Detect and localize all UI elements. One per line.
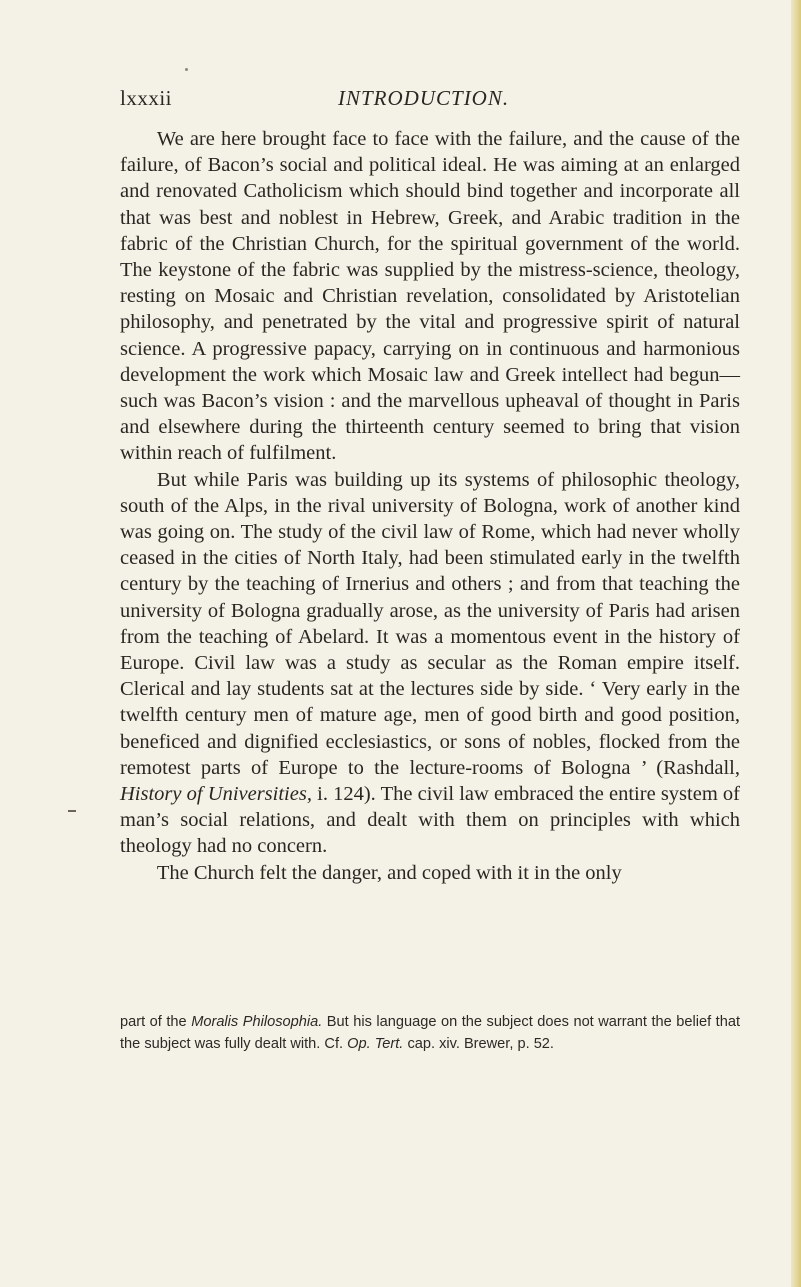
footnote <box>120 1012 740 1055</box>
citation-title: History of Universities, <box>120 783 312 806</box>
margin-mark <box>68 810 76 812</box>
running-head <box>120 86 740 116</box>
paragraph-2 <box>120 467 740 860</box>
paragraph-1: We are here brought face to face with the failure, and the cause of the failure, of Bacon’s social and political ideal. He was aiming at an enlarged and renovated Catholicism which should bind together and incorporate all that was best and noblest in Hebrew, Greek, and Arabic tradition in the fabric of the Christian Church, for the spiritual government of the world. The keystone of the fabric was supplied by the mistress-science, theology, resting on Mosaic and Christian revelation, consolidated by Aristotelian philosophy, and penetrated by the vital and progressive spirit of natural science. A progressive papacy, carrying on in continuous and harmonious development the work which Mosaic law and Greek intellect had begun—such was Bacon’s vision : and the marvellous upheaval of thought in Paris and elsewhere during the thirteenth century seemed to bring that vision within reach of fulfilment. <box>120 128 740 465</box>
paper-speck <box>185 68 188 71</box>
page-edge <box>791 0 801 1287</box>
page-number: lxxxii <box>120 86 173 110</box>
paragraph-2-text-end: i. 124). The civil law embraced the entire system of man’s social relations, and dealt with them on principles with which theology had no concern. <box>120 783 741 858</box>
footnote-op-reference: Op. Tert. <box>347 1035 404 1052</box>
footnote-start: part of the <box>120 1014 187 1030</box>
footnote-work-title: Moralis Philosophia. <box>191 1014 323 1030</box>
chapter-title: INTRODUCTION. <box>338 86 510 110</box>
footnote-text <box>120 1012 740 1055</box>
footnote-middle: But his language on the subject does not warrant the belief that the subject was fully dealt with. Cf. <box>120 1014 740 1052</box>
main-text <box>120 126 740 886</box>
paragraph-2-text: But while Paris was building up its systems of philosophic theology, south of the Alps, in the rival university of Bologna, work of another kind was going on. The study of the civil law of Rome, which had never wholly ceased in the cities of North Italy, had been stimulated early in the twelfth century by the teaching of Irnerius and others ; and from that teaching the university of Bologna gradually arose, as the university of Paris had arisen from the teaching of Abelard. It was a momentous event in the history of Europe. Civil law was a study as secular as the Roman empire itself. Clerical and lay students sat at the lectures side by side. ‘ Very early in the twelfth century men of mature age, men of good birth and good position, beneficed and dignified ecclesiastics, or sons of nobles, flocked from the remotest parts of Europe to the lecture-rooms of Bologna ’ (Rashdall, <box>120 468 740 779</box>
paragraph-3: The Church felt the danger, and coped with it in the only <box>156 861 622 884</box>
footnote-end: cap. xiv. Brewer, p. 52. <box>407 1035 554 1052</box>
